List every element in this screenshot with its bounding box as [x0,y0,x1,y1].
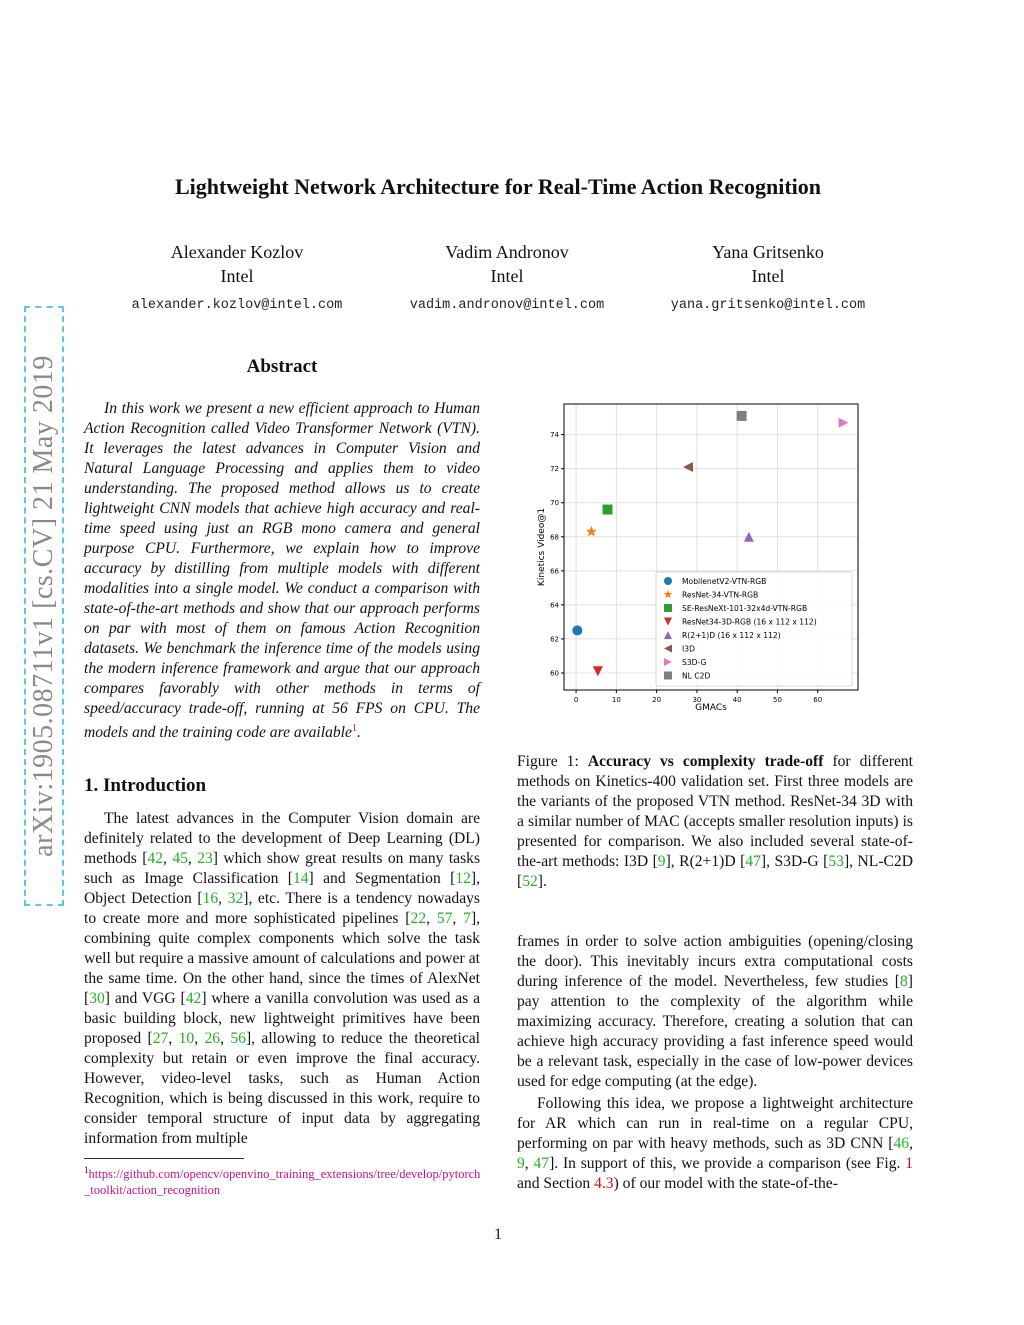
cross-reference-link[interactable]: 4.3 [594,1175,614,1192]
x-tick-label: 0 [573,696,579,704]
author-email[interactable]: alexander.kozlov@intel.com [131,298,343,313]
legend-label: I3D [682,644,695,654]
paragraph-text: , [163,850,173,867]
paragraph-text: ] which show great results on many tasks such as Image Classification [ [84,850,481,887]
footnote-link[interactable]: https://github.com/opencv/openvino_training_extensions/tree/develop/pytorch_toolkit/action_recognition [84,1167,481,1198]
x-tick-label: 50 [772,696,782,704]
figure-label: Figure 1: [517,753,579,770]
data-point-mobilenetv2-vtn-rgb [572,625,582,635]
y-tick-label: 66 [550,567,559,576]
data-point-se-resnext-101-32x4d-vtn-rgb [602,505,612,515]
paragraph-text: , [452,910,464,927]
citation-link[interactable]: 32 [227,890,244,907]
y-tick-label: 64 [550,601,559,610]
figure-caption-text: for different methods on Kinetics-400 validation set. First three models are the variants of the proposed VTN method. ResNet-34 3D with a similar number of MAC (accepts smaller resolution inputs) is presented for comparison. We also included several state-of-the-art methods: I3D [9], R(2+1)D [47], S3D-G [53], NL-C2D [52]. [517,753,913,890]
paragraph-text: ] pay attention to the complexity of the algorithm while maximizing accuracy. Therefore, creating a solution that can achieve high accuracy providing a fast inference speed would be a relevant task, especially in the case of low-power devices used for edge computing (at the edge). [517,973,913,1090]
author-affiliation: Intel [490,266,524,286]
chart-legend [656,572,852,686]
right-paragraph-1 [517,932,913,1092]
x-tick-label: 40 [732,696,742,704]
author-email[interactable]: yana.gritsenko@intel.com [670,298,866,313]
data-point-resnet-34-vtn-rgb [586,526,597,536]
paragraph-text: ] and VGG [ [104,990,186,1007]
citation-link[interactable]: 23 [197,850,213,867]
paragraph-text: and Section [517,1175,595,1192]
figure-caption-bold: Accuracy vs complexity trade-off [587,753,824,770]
abstract-text: In this work we present a new efficient approach to Human Action Recognition called Video Transformer Network (VTN). It leverages the latest advances in Computer Vision and Natural Language Processing and applies them to video understanding. The proposed method allows us to create lightweight CNN models that achieve high accuracy and real-time speed using just an RGB mono camera and general purpose CPU. Furthermore, we explain how to improve accuracy by distilling from multiple models with different modalities into a single model. We conduct a comparison with state-of-the-art methods and show that our approach performs on par with most of them on famous Action Recognition datasets. We benchmark the inference time of the models using the modern inference framework and argue that our approach compares favorably with other methods in terms of speed/accuracy trade-off, running at 56 FPS on CPU. The models and the training code are available [84,400,480,742]
paragraph-text: ] where a vanilla convolution was used as a basic building block, new lightweight primitives have been proposed [ [84,990,480,1047]
citation-link[interactable]: 42 [185,990,202,1007]
citation-link[interactable]: 52 [522,873,538,890]
section-heading-introduction: 1. Introduction [84,775,207,796]
paragraph-text: The latest advances in the Computer Vision domain are definitely related to the development of Deep Learning (DL) methods [ [84,810,480,867]
citation-link[interactable]: 8 [900,973,908,990]
citation-link[interactable]: 7 [463,910,471,927]
abstract-body: In this work we present a new efficient approach to Human Action Recognition called Video Transformer Network (VTN). It leverages the latest advances in Computer Vision and Natural Language Processing and applies them to video understanding. The proposed method allows us to create lightweight CNN models that achieve high accuracy and real-time speed using just an RGB mono camera and general purpose CPU. Furthermore, we explain how to improve accuracy by distilling from multiple models with different modalities into a single model. We conduct a comparison with state-of-the-art methods and show that our approach performs on par with most of them on famous Action Recognition datasets. We benchmark the inference time of the models using the modern inference framework and argue that our approach compares favorably with other methods in terms of speed/accuracy trade-off, running at 56 FPS on CPU. The models and the training code are available$^1$. [84,400,480,742]
right-paragraph-2 [517,1094,913,1194]
paragraph-text: , [218,890,228,907]
paragraph-text: ]. In support of this, we provide a comparison (see Fig. [549,1155,906,1172]
author-affiliation: Intel [220,266,254,286]
footnote-marker[interactable]: 1 [351,723,357,734]
citation-link[interactable]: 57 [436,910,453,927]
citation-link[interactable]: 16 [202,890,219,907]
data-point-i3d [683,462,693,472]
footnote [84,1162,484,1198]
citation-link[interactable]: 56 [230,1030,246,1047]
legend-label: SE-ResNeXt-101-32x4d-VTN-RGB [682,604,808,613]
citation-link[interactable]: 9 [517,1155,525,1172]
legend-marker [664,604,672,612]
citation-link[interactable]: 27 [152,1030,169,1047]
abstract-heading: Abstract [246,356,318,377]
x-tick-label: 60 [813,696,823,704]
cross-reference-link[interactable]: 1 [905,1155,914,1172]
x-tick-label: 30 [692,696,702,704]
citation-link[interactable]: 46 [893,1135,910,1152]
data-point-s3d-g [839,418,849,428]
author-2 [377,240,637,318]
y-tick-label: 62 [550,635,559,644]
legend-marker [664,672,672,680]
x-axis-label: GMACs [695,703,727,713]
legend-box [656,572,852,686]
author-name: Alexander Kozlov [170,242,304,262]
paragraph-text: ], combining quite complex components which solve the task well but require a massive amount of calculations and power at the same time. On the other hand, since the times of AlexNet [ [84,910,481,1007]
legend-label: NL C2D [682,671,711,681]
y-tick-label: 70 [550,499,559,508]
y-tick-label: 68 [550,533,559,542]
citation-link[interactable]: 45 [172,850,188,867]
citation-link[interactable]: 47 [533,1155,550,1172]
arxiv-stamp[interactable] [24,306,64,906]
paragraph-text: ], Object Detection [ [84,870,480,907]
y-axis-label: Kinetics Video@1 [537,507,547,587]
author-email[interactable]: vadim.andronov@intel.com [409,298,605,313]
citation-link[interactable]: 22 [410,910,427,927]
paragraph-text: , [168,1030,179,1047]
paragraph-text: , [194,1030,205,1047]
page-number: 1 [494,1226,502,1243]
citation-link[interactable]: 26 [204,1030,221,1047]
paragraph-text: , [909,1135,913,1152]
footnote-divider [84,1158,244,1159]
figure-caption [517,752,913,892]
y-tick-label: 74 [550,431,559,440]
citation-link[interactable]: 14 [292,870,309,887]
paragraph-text: , [220,1030,231,1047]
paragraph-text: frames in order to solve action ambiguities (opening/closing the door). This inevitably incurs extra computational costs during inference of the model. Nevertheless, few studies [ [517,933,913,990]
citation-link[interactable]: 47 [745,853,761,870]
citation-link[interactable]: 10 [178,1030,195,1047]
intro-paragraph [84,809,480,1149]
paragraph-text: , [524,1155,534,1172]
citation-link[interactable]: 42 [147,850,164,867]
data-point-resnet34-3d-rgb-16-x-112-x-112 [593,666,603,676]
paragraph-text: , [426,910,437,927]
author-1 [107,240,367,318]
paper-title: Lightweight Network Architecture for Real-Time Action Recognition [174,174,822,199]
legend-label: MobilenetV2-VTN-RGB [682,577,767,586]
paragraph-text: ] and Segmentation [ [308,870,456,887]
legend-label: ResNet-34-VTN-RGB [682,590,759,600]
y-tick-label: 72 [550,465,559,474]
legend-label: R(2+1)D (16 x 112 x 112) [682,631,781,640]
legend-label: S3D-G [682,658,707,667]
legend-marker [664,577,672,585]
footnote-number: 1 [84,1165,89,1175]
arxiv-stamp-text: arXiv:1905.08711v1 [cs.CV] 21 May 2019 [28,355,59,857]
author-3 [638,240,898,318]
x-tick-label: 20 [652,696,662,704]
x-tick-label: 10 [611,696,621,704]
citation-link[interactable]: 30 [89,990,105,1007]
figure-1-chart [520,392,920,722]
citation-link[interactable]: 12 [455,870,471,887]
paragraph-text: ], allowing to reduce the theoretical complexity but retain or even improve the final accuracy. However, video-level tasks, such as Human Action Recognition, which is being discussed in this work, require to consider temporal structure of input data by aggregating information from multiple [84,1030,481,1147]
paragraph-text: ], etc. There is a tendency nowadays to create more and more sophisticated pipelines [ [84,890,481,927]
data-point-nl-c2d [737,411,747,421]
y-tick-label: 60 [550,669,559,678]
paragraph-text: , [187,850,198,867]
legend-label: ResNet34-3D-RGB (16 x 112 x 112) [682,617,817,627]
author-name: Yana Gritsenko [712,242,824,262]
author-affiliation: Intel [751,266,785,286]
author-name: Vadim Andronov [445,242,569,262]
paragraph-text: ) of our model with the state-of-the- [613,1175,838,1192]
citation-link[interactable]: 9 [657,853,666,870]
paragraph-text: Following this idea, we propose a lightweight architecture for AR which can run in real-time on a regular CPU, performing on par with heavy methods, such as 3D CNN [ [517,1095,913,1152]
citation-link[interactable]: 53 [828,853,844,870]
